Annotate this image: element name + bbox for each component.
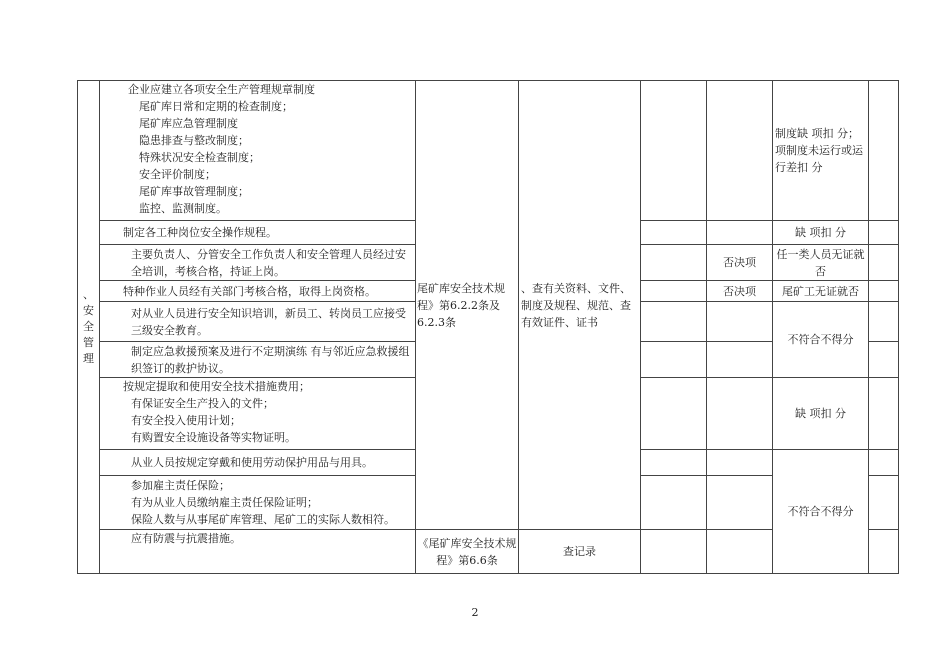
requirement-line: 安全评价制度； [139, 168, 216, 181]
standard-cell: 缺 项扣 分 [773, 378, 869, 450]
blank-cell [707, 476, 773, 530]
blank-cell [869, 476, 899, 530]
blank-cell [707, 221, 773, 245]
veto-cell: 否决项 [707, 245, 773, 281]
standard-cell: 任一类人员无证就否 [773, 245, 869, 281]
requirement-cell: 主要负责人、分管安全工作负责人和安全管理人员经过安全培训，考核合格，持证上岗。 [100, 245, 416, 281]
blank-cell [641, 245, 707, 281]
requirement-line: 特殊状况安全检查制度； [139, 151, 260, 164]
blank-cell [641, 530, 707, 574]
blank-cell [707, 342, 773, 378]
requirement-cell: 制定应急救援预案及进行不定期演练 有与邻近应急救援组织签订的救护协议。 [100, 342, 416, 378]
standard-cell: 制度缺 项扣 分；项制度未运行或运行差扣 分 [773, 81, 869, 221]
inspection-table [77, 80, 899, 574]
requirement-line: 尾矿库日常和定期的检查制度； [139, 100, 293, 113]
blank-cell [869, 450, 899, 476]
requirement-line: 监控、监测制度。 [139, 202, 227, 215]
requirement-line: 尾矿库事故管理制度； [139, 185, 249, 198]
blank-cell [641, 476, 707, 530]
blank-cell [707, 378, 773, 450]
category-text: 、安全管理 [83, 288, 94, 365]
requirement-cell: 应有防震与抗震措施。 [100, 530, 416, 574]
standard-cell: 缺 项扣 分 [773, 221, 869, 245]
blank-cell [869, 342, 899, 378]
blank-cell [641, 81, 707, 221]
blank-cell [869, 378, 899, 450]
blank-cell [707, 302, 773, 342]
requirement-line: 企业应建立各项安全生产管理规章制度 [128, 83, 315, 96]
blank-cell [869, 302, 899, 342]
blank-cell [707, 530, 773, 574]
requirement-line: 隐患排查与整改制度； [139, 134, 249, 147]
table-row [78, 81, 899, 221]
blank-cell [869, 81, 899, 221]
blank-cell [641, 302, 707, 342]
standard-cell: 尾矿工无证就否 [773, 281, 869, 302]
category-cell [78, 81, 100, 574]
blank-cell [641, 342, 707, 378]
blank-cell [869, 530, 899, 574]
blank-cell [869, 245, 899, 281]
blank-cell [641, 378, 707, 450]
basis-cell: 《尾矿库安全技术规程》第6.6条 [416, 530, 519, 574]
requirement-cell: 对从业人员进行安全知识培训，新员工、转岗员工应接受三级安全教育。 [100, 302, 416, 342]
blank-cell [641, 281, 707, 302]
requirement-cell: 制定各工种岗位安全操作规程。 [100, 221, 416, 245]
page-number: 2 [471, 606, 479, 619]
blank-cell [869, 281, 899, 302]
standard-cell: 不符合不得分 [773, 302, 869, 378]
standard-cell: 不符合不得分 [773, 450, 869, 574]
blank-cell [707, 450, 773, 476]
blank-cell [641, 221, 707, 245]
requirement-cell [100, 81, 416, 221]
blank-cell [869, 221, 899, 245]
method-cell: 查记录 [519, 530, 641, 574]
requirement-cell: 特种作业人员经有关部门考核合格，取得上岗资格。 [100, 281, 416, 302]
requirement-cell: 从业人员按规定穿戴和使用劳动保护用品与用具。 [100, 450, 416, 476]
basis-cell: 尾矿库安全技术规程》第6.2.2条及6.2.3条 [416, 81, 519, 530]
requirement-line: 尾矿库应急管理制度 [139, 117, 238, 130]
method-cell: 、查有关资料、文件、制度及规程、规范、查有效证件、证书 [519, 81, 641, 530]
requirement-cell: 参加雇主责任保险； 有为从业人员缴纳雇主责任保险证明； 保险人数与从事尾矿库管理、尾矿工的实际人数相符。 [100, 476, 416, 530]
blank-cell [707, 81, 773, 221]
requirement-cell: 按规定提取和使用安全技术措施费用； 有保证安全生产投入的文件； 有安全投入使用计划； 有购置安全设施设备等实物证明。 [100, 378, 416, 450]
veto-cell: 否决项 [707, 281, 773, 302]
blank-cell [641, 450, 707, 476]
